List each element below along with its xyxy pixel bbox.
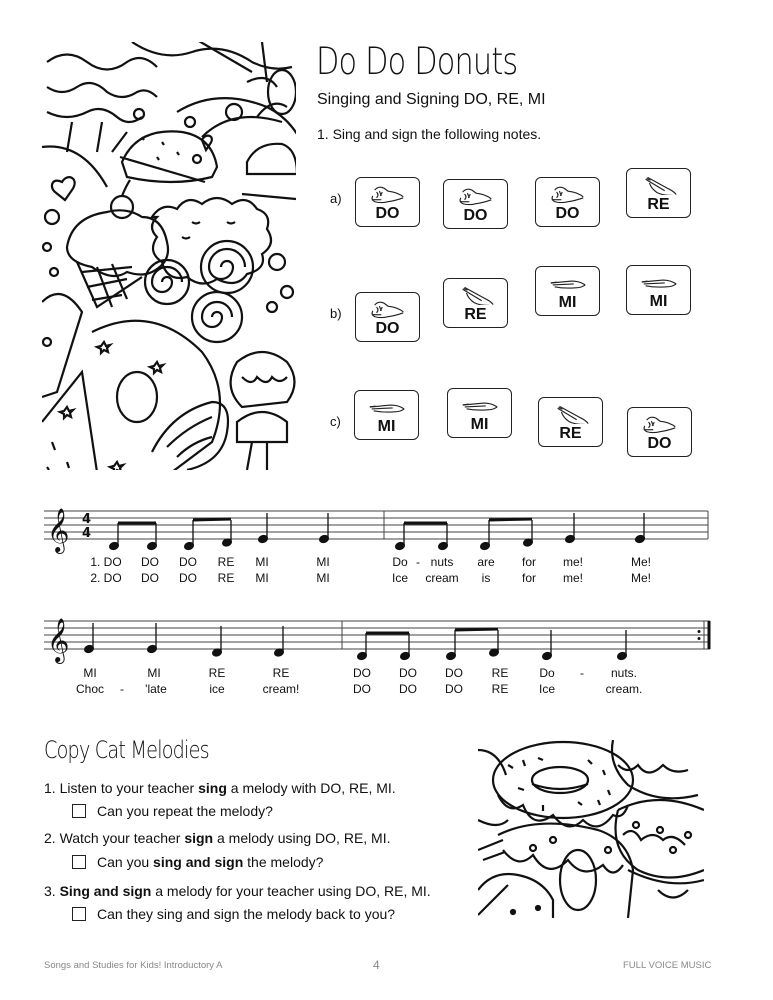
re-hand-sign-icon xyxy=(638,175,680,195)
sign-card-mi xyxy=(626,265,691,315)
sign-card-re xyxy=(443,278,508,328)
check-item-2: Can you sing and sign the melody? xyxy=(97,854,324,870)
lyric: - xyxy=(120,682,124,696)
lyric: MI xyxy=(316,571,330,585)
task-3: 3. Sing and sign a melody for your teacher using DO, RE, MI. xyxy=(44,883,431,899)
lyric: RE xyxy=(491,666,509,680)
sign-card-label: MI xyxy=(377,418,396,435)
sign-card-label: DO xyxy=(555,205,580,222)
lyric: MI xyxy=(255,555,269,569)
lyric: DO xyxy=(141,571,159,585)
sign-card-label: RE xyxy=(464,306,487,323)
sign-card-label: MI xyxy=(649,293,668,310)
lyric: ice xyxy=(209,682,225,696)
lyric: DO xyxy=(353,682,371,696)
sign-card-label: MI xyxy=(470,416,489,433)
sign-card-mi xyxy=(535,266,600,316)
lyric: Choc xyxy=(75,682,105,696)
lyric: DO xyxy=(179,555,197,569)
lyric: Me! xyxy=(630,571,652,585)
footer-publisher: FULL VOICE MUSIC xyxy=(623,960,712,971)
instruction-text: 1. Sing and sign the following notes. xyxy=(317,126,542,142)
mi-hand-sign-icon xyxy=(459,395,501,415)
lyric: DO xyxy=(179,571,197,585)
lyric: - xyxy=(416,555,420,569)
checkbox-1[interactable] xyxy=(72,804,86,818)
lyric: Do xyxy=(392,555,408,569)
row-label-b: b) xyxy=(330,306,342,321)
lyric: Me! xyxy=(630,555,652,569)
lyric: MI xyxy=(147,666,161,680)
lyric: nuts. xyxy=(610,666,638,680)
lyric: DO xyxy=(353,666,371,680)
mi-hand-sign-icon xyxy=(638,272,680,292)
lyric: DO xyxy=(445,666,463,680)
donut-coloring-illustration xyxy=(478,740,704,918)
lyric: DO xyxy=(399,666,417,680)
check-item-1: Can you repeat the melody? xyxy=(97,803,273,819)
sign-card-label: DO xyxy=(375,320,400,337)
lyric: for xyxy=(521,571,537,585)
sign-card-label: DO xyxy=(375,205,400,222)
sign-card-mi xyxy=(354,390,419,440)
music-staff-line-2 xyxy=(44,613,714,663)
do-hand-sign-icon xyxy=(639,414,681,434)
sign-card-do xyxy=(443,179,508,229)
lyric: MI xyxy=(316,555,330,569)
svg-text:4: 4 xyxy=(82,526,92,541)
row-label-a: a) xyxy=(330,191,342,206)
mi-hand-sign-icon xyxy=(366,397,408,417)
re-hand-sign-icon xyxy=(550,404,592,424)
page-title: Do Do Donuts xyxy=(316,40,518,83)
lyric: DO xyxy=(445,682,463,696)
candy-coloring-illustration xyxy=(42,42,296,470)
sign-card-label: MI xyxy=(558,294,577,311)
re-hand-sign-icon xyxy=(455,285,497,305)
lyric: Ice xyxy=(538,682,556,696)
do-hand-sign-icon xyxy=(455,186,497,206)
sign-card-label: DO xyxy=(647,435,672,452)
do-hand-sign-icon xyxy=(367,299,409,319)
lyric: are xyxy=(477,555,495,569)
lyric: Ice xyxy=(391,571,409,585)
svg-text:4: 4 xyxy=(82,512,92,527)
task-1: 1. Listen to your teacher sing a melody with DO, RE, MI. xyxy=(44,780,396,796)
page-subtitle: Singing and Signing DO, RE, MI xyxy=(317,91,546,108)
lyric: nuts xyxy=(430,555,454,569)
checkbox-2[interactable] xyxy=(72,855,86,869)
lyric: 1. DO xyxy=(90,555,122,569)
sign-card-do xyxy=(627,407,692,457)
sign-card-label: RE xyxy=(647,196,670,213)
lyric: 2. DO xyxy=(90,571,122,585)
checkbox-3[interactable] xyxy=(72,907,86,921)
sign-card-do xyxy=(535,177,600,227)
lyric: RE xyxy=(272,666,290,680)
lyric: cream! xyxy=(262,682,300,696)
lyric: cream xyxy=(425,571,459,585)
sign-card-re xyxy=(626,168,691,218)
lyric: RE xyxy=(208,666,226,680)
lyric: for xyxy=(521,555,537,569)
lyric: MI xyxy=(83,666,97,680)
do-hand-sign-icon xyxy=(547,184,589,204)
sign-card-label: RE xyxy=(559,425,582,442)
lyric: - xyxy=(580,666,584,680)
sign-card-mi xyxy=(447,388,512,438)
lyric: 'late xyxy=(145,682,167,696)
do-hand-sign-icon xyxy=(367,184,409,204)
sign-card-label: DO xyxy=(463,207,488,224)
page-number: 4 xyxy=(373,958,380,972)
check-item-3: Can they sing and sign the melody back to you? xyxy=(97,906,396,922)
task-2: 2. Watch your teacher sign a melody using DO, RE, MI. xyxy=(44,830,391,846)
sign-card-do xyxy=(355,292,420,342)
lyric: RE xyxy=(491,682,509,696)
lyric: RE xyxy=(217,571,235,585)
lyric: MI xyxy=(255,571,269,585)
lyric: is xyxy=(481,571,491,585)
row-label-c: c) xyxy=(330,414,341,429)
sign-card-do xyxy=(355,177,420,227)
mi-hand-sign-icon xyxy=(547,273,589,293)
lyric: cream. xyxy=(605,682,643,696)
lyric: me! xyxy=(562,555,584,569)
lyric: DO xyxy=(399,682,417,696)
lyric: DO xyxy=(141,555,159,569)
lyric: me! xyxy=(562,571,584,585)
lyric: Do xyxy=(539,666,555,680)
lyric: RE xyxy=(217,555,235,569)
treble-clef-icon: 𝄞 xyxy=(47,618,70,662)
section-title: Copy Cat Melodies xyxy=(44,736,209,764)
sign-card-re xyxy=(538,397,603,447)
music-staff-line-1 xyxy=(44,503,710,553)
footer-book-title: Songs and Studies for Kids! Introductory A xyxy=(44,960,223,971)
treble-clef-icon: 𝄞 xyxy=(47,508,70,552)
